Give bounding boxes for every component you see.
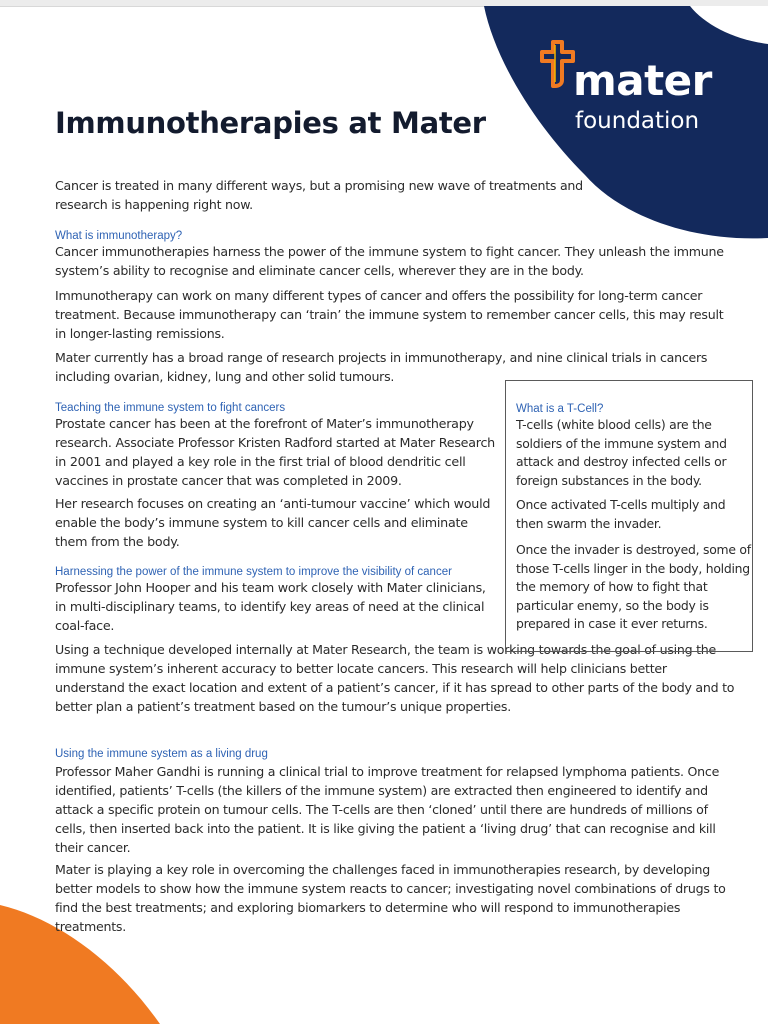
section-heading-teaching: Teaching the immune system to fight cancers — [55, 402, 286, 414]
paragraph: Prostate cancer has been at the forefront of Mater’s immunotherapy research. Associate Professor Kristen Radford started at Mater Research in 2001 and played a key role in the first trial of blood dendritic cell vaccines in prostate cancer that was completed in 2009. — [55, 416, 495, 488]
sidebar-heading: What is a T-Cell? — [516, 403, 604, 415]
page-title: Immunotherapies at Mater — [55, 106, 486, 140]
t-cell-sidebar-box — [505, 380, 753, 652]
paragraph: Professor Maher Gandhi is running a clinical trial to improve treatment for relapsed lymphoma patients. Once identified, patients’ T-cells (the killers of the immune system) are extracted then engineered to identify and attack a specific protein on tumour cells. The T-cells are then ‘cloned’ until there are hundreds of millions of cells, then inserted back into the patient. It is like giving the patient a ‘living drug’ that can recognise and kill their cancer. — [55, 764, 720, 855]
paragraph: Immunotherapy can work on many different types of cancer and offers the possibility for long-term cancer treatment. Because immunotherapy can ‘train’ the immune system to remember cancer cells, this may result in longer-lasting remissions. — [55, 288, 724, 341]
paragraph: Professor John Hooper and his team work closely with Mater clinicians, in multi-disciplinary teams, to identify key areas of need at the clinical coal-face. — [55, 580, 486, 633]
paragraph: Her research focuses on creating an ‘anti-tumour vaccine’ which would enable the body’s immune system to kill cancer cells and eliminate them from the body. — [55, 496, 491, 549]
paragraph: Mater is playing a key role in overcoming the challenges faced in immunotherapies research, by developing better models to show how the immune system reacts to cancer; investigating novel combinations of drugs to find the best treatments; and exploring biomarkers to determine who will respond to immunotherapies treatments. — [55, 862, 726, 934]
section-heading-what-is-immunotherapy: What is immunotherapy? — [55, 230, 183, 242]
sidebar-paragraph: Once the invader is destroyed, some of those T-cells linger in the body, holding the memory of how to fight that particular enemy, so the body is prepared in case it ever returns. — [516, 542, 751, 631]
sidebar-paragraph: T-cells (white blood cells) are the soldiers of the immune system and attack and destroy infected cells or foreign substances in the body. — [516, 417, 727, 488]
mater-foundation-logo — [540, 40, 740, 140]
cross-icon — [540, 40, 576, 88]
paragraph: Mater currently has a broad range of research projects in immunotherapy, and nine clinical trials in cancers including ovarian, kidney, lung and other solid tumours. — [55, 350, 708, 384]
intro-paragraph: Cancer is treated in many different ways, but a promising new wave of treatments and research is happening right now. — [55, 178, 583, 212]
sidebar-paragraph: Once activated T-cells multiply and then swarm the invader. — [516, 497, 726, 531]
section-heading-living-drug: Using the immune system as a living drug — [55, 748, 268, 760]
paragraph: Cancer immunotherapies harness the power of the immune system to fight cancer. They unleash the immune system’s ability to recognise and eliminate cancer cells, wherever they are in the body. — [55, 244, 724, 278]
paragraph: Using a technique developed internally at Mater Research, the team is working towards the goal of using the immune system’s inherent accuracy to better locate cancers. This research will help clinicians better understand the exact location and extent of a patient’s cancer, if it has spread to other parts of the body and to better plan a patient’s treatment based on the tumour’s unique properties. — [55, 642, 735, 714]
logo-subtitle: foundation — [575, 108, 700, 134]
section-heading-harnessing: Harnessing the power of the immune system to improve the visibility of cancer — [55, 566, 452, 578]
logo-wordmark: mater — [573, 56, 712, 105]
